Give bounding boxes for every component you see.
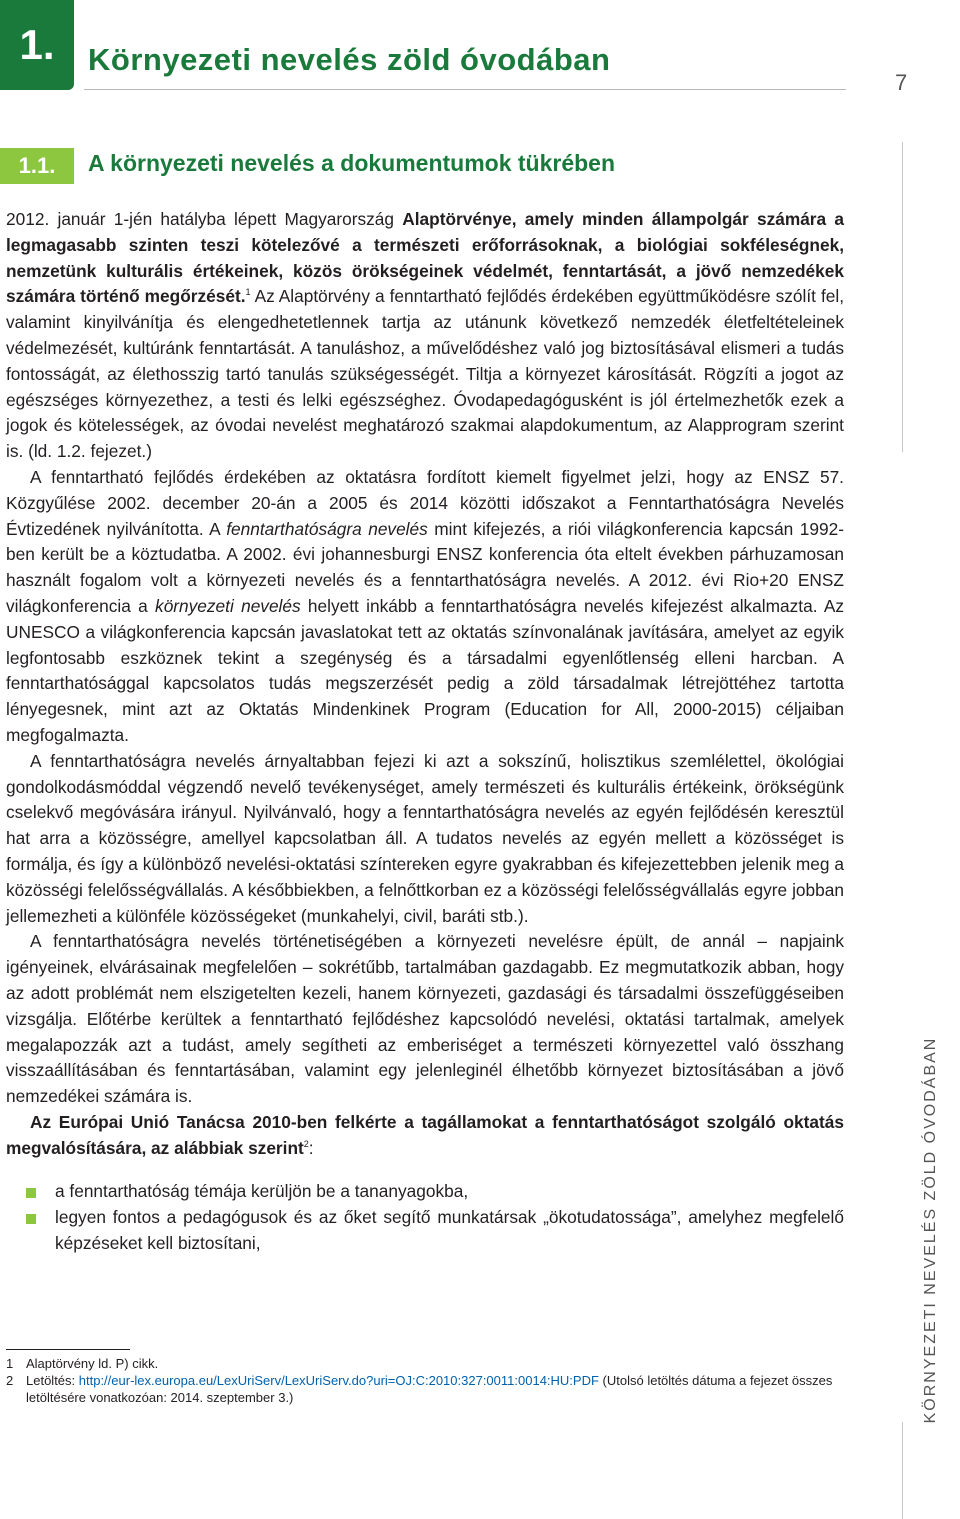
chapter-title: Környezeti nevelés zöld óvodában [88,42,611,77]
bullet-square-icon [26,1188,36,1198]
paragraph-4: A fenntarthatóságra nevelés történetiségében a környezeti nevelésre épült, de annál – napjaink igényeinek, elvárásainak megfelelően – sokrétűbb, tartalmában gazdagabb. Ez megmutatkozik abban, hogy az adott problémát nem elszigetelten kezeli, hanem környezeti, gazdasági és társadalmi összefüggéseiben vizsgálja. Előtérbe kerültek a fenntartható fejlődéshez kapcsolódó nevelési, oktatási tartalmak, amelyek megalapozzák azt a tudást, amely segítheti az emberiséget a természeti környezettel való összhang visszaállításában és fenntartásában, valamint egy jelenleginél élhetőbb környezet biztosításában a jövő nemzedékei számára is. [6,931,844,1107]
p2-italic-1: fenntarthatóságra nevelés [226,518,428,539]
list-item [6,1179,844,1205]
p2-italic-2: környezeti nevelés [155,595,301,616]
p2-text-c: helyett inkább a fenntarthatóságra nevelés kifejezést alkalmazta. Az UNESCO a világkonferencia kapcsán javaslatokat tett az oktatás színvonalának javítására, amelyet az egyik legfontosabb eszköznek tekint a szegénység és a társadalmi egyenlőtlenség elleni harcban. A fenntarthatósággal kapcsolatos tudás megszerzését pedig a zöld társadalmak létrejöttéhez tartotta lényegesnek, mint azt az Oktatás Mindenkinek Program (Education for All, 2000-2015) céljaiban megfogalmazta. [6,595,844,745]
p5-colon: : [308,1137,314,1158]
footnote-1 [6,1355,836,1372]
page-number: 7 [895,70,908,95]
footnote-number: 1 [6,1356,14,1371]
footnote-2 [6,1372,836,1406]
paragraph-3: A fenntarthatóságra nevelés árnyaltabban fejezi ki azt a sokszínű, holisztikus szemlélettel, ökológiai gondolkodásmóddal végzendő nevelő tevékenységet, amely természeti és kulturális értékeink, örökségünk cselekvő megóvására irányul. Nyilvánvaló, hogy a fenntarthatóságra nevelés az egyén fejlődésén keresztül hat arra a közösségre, amellyel kapcsolatban áll. A tudatos nevelés az egyén mellett a közösséget is formálja, és így a különböző nevelési-oktatási színtereken egyre gyakrabban és kifejezettebben jelenik meg a közösségi felelősségvállalás. A későbbiekben, a felnőttkorban ez a közösségi felelősségvállalás egyre jobban jellemezheti a különféle közösségeket (munkahelyi, civil, baráti stb.). [6,750,844,926]
footnote-text: Alaptörvény ld. P) cikk. [26,1356,159,1371]
footnote-rule [6,1349,130,1350]
p5-text-bold: Az Európai Unió Tanácsa 2010-ben felkérte a tagállamokat a fenntarthatóságot szolgáló oktatás megvalósítására, az alábbiak szerint [6,1111,844,1158]
paragraph-5 [6,1110,844,1162]
download-link[interactable]: http://eur-lex.europa.eu/LexUriServ/LexUriServ.do?uri=OJ:C:2010:327:0011:0014:HU:PDF [78,1373,599,1388]
list-item-text: a fenntarthatóság témája kerüljön be a tananyagokba, [55,1181,469,1202]
p2-text-a: A fenntartható fejlődés érdekében az oktatásra fordított kiemelt figyelmet jelzi, hogy az ENSZ 57. Közgyűlése 2002. december 20-án a 2005 és 2014 közötti időszakot a Fenntarthatóságra Nevelés Évtizedének nyilvánította. A [6,466,844,539]
p2-text-b: mint kifejezés, a riói világkonferencia kapcsán 1992-ben került be a köztudatba. A 2002. évi johannesburgi ENSZ konferencia óta eltelt években párhuzamosan használt fogalom volt a környezeti nevelés és a fenntarthatóságra nevelés. A 2012. évi Rio+20 ENSZ világkonferencia a [6,518,844,616]
chapter-number-box [0,0,74,90]
section-title: A környezeti nevelés a dokumentumok tükrében [88,150,616,176]
paragraph-2 [6,465,844,749]
margin-divider-bottom [902,1422,903,1519]
section-number-box [0,148,74,184]
margin-divider [902,142,903,452]
p1-text-a: 2012. január 1-jén hatályba lépett Magyarország [6,209,403,229]
header-rule [84,89,846,90]
list-item [6,1205,844,1257]
footnote-text: (Utolsó letöltés dátuma a fejezet összes letöltésére vonatkozóan: 2014. szeptember 3.) [26,1373,833,1405]
p1-text-c: Az Alaptörvény a fenntartható fejlődés érdekében együttműködésre szólít fel, valamint kinyilvánítja és elengedhetetlennek tartja az utánunk következő nemzedék életfeltételeinek védelmezését, kultúránk fenntartását. A tanuláshoz, a művelődéshez való jog biztosításával elismeri a tudás fontosságát, az élethosszig tartó tanulás szükségességét. Tiltja a környezet károsítását. Rögzíti a jogot az egészséges környezethez, a testi és lelki egészséghez. Óvodapedagógusként is jól értelmezhetők ezek a jogok és kötelességek, az óvodai nevelést meghatározó szakmai alapdokumentum, az Alapprogram szerint is. (ld. 1.2. fejezet.) [6,286,844,462]
body-text [6,207,844,1257]
footnote-ref-2[interactable]: 2 [303,1138,309,1149]
bullet-square-icon [26,1214,36,1224]
running-side-title: KÖRNYEZETI NEVELÉS ZÖLD ÓVODÁBAN [922,1036,939,1424]
footnote-number: 2 [6,1373,14,1388]
p1-text-bold: Alaptörvénye, amely minden állampolgár számára a legmagasabb szinten teszi kötelezővé a természeti erőforrásoknak, a biológiai sokféleségnek, nemzetünk kulturális értékeinek, közös örökségeinek védelmét, fenntartását, a jövő nemzedékek számára történő megőrzését. [6,209,844,307]
chapter-number: 1. [19,21,55,68]
paragraph-1 [6,207,844,465]
list-item-text: legyen fontos a pedagógusok és az őket segítő munkatársak „ökotudatossága”, amelyhez megfelelő képzéseket kell biztosítani, [55,1207,844,1254]
section-number: 1.1. [18,153,56,178]
footnotes [6,1355,836,1406]
footnote-text: Letöltés: [26,1373,79,1388]
footnote-ref-1[interactable]: 1 [245,287,251,298]
bullet-list [6,1179,844,1256]
